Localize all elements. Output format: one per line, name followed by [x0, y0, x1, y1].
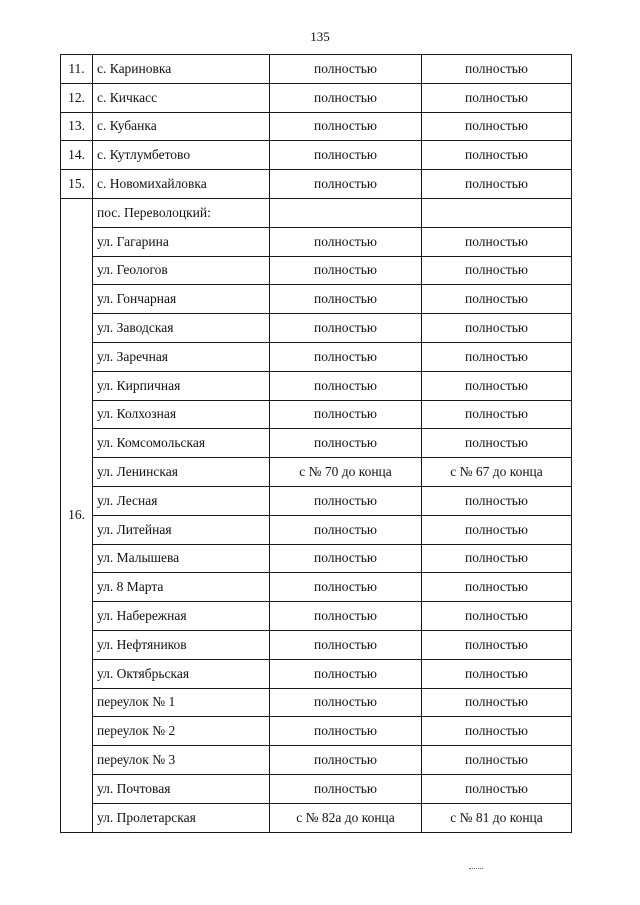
coverage-b: полностью: [422, 55, 572, 84]
coverage-b: полностью: [422, 285, 572, 314]
street-name: ул. Почтовая: [93, 774, 270, 803]
street-row: [61, 227, 572, 256]
street-name: ул. Нефтяников: [93, 630, 270, 659]
coverage-a: полностью: [270, 400, 422, 429]
coverage-b: полностью: [422, 717, 572, 746]
coverage-b: полностью: [422, 688, 572, 717]
coverage-a: полностью: [270, 774, 422, 803]
street-name: ул. Октябрьская: [93, 659, 270, 688]
coverage-a: полностью: [270, 314, 422, 343]
street-name: ул. Пролетарская: [93, 803, 270, 832]
street-row: [61, 688, 572, 717]
coverage-b: полностью: [422, 400, 572, 429]
coverage-b: с № 81 до конца: [422, 803, 572, 832]
street-row: [61, 285, 572, 314]
street-name: ул. Заводская: [93, 314, 270, 343]
table-row: [61, 141, 572, 170]
coverage-b: полностью: [422, 112, 572, 141]
street-name: переулок № 2: [93, 717, 270, 746]
table-row: [61, 55, 572, 84]
coverage-b: полностью: [422, 486, 572, 515]
coverage-a: полностью: [270, 515, 422, 544]
street-row: [61, 746, 572, 775]
coverage-a: полностью: [270, 429, 422, 458]
street-row: [61, 774, 572, 803]
street-name: ул. Кирпичная: [93, 371, 270, 400]
street-name: ул. Набережная: [93, 602, 270, 631]
table-row: [61, 170, 572, 199]
coverage-a: полностью: [270, 112, 422, 141]
street-row: [61, 602, 572, 631]
coverage-a: полностью: [270, 717, 422, 746]
street-name: ул. Колхозная: [93, 400, 270, 429]
coverage-a: полностью: [270, 285, 422, 314]
coverage-a: полностью: [270, 371, 422, 400]
street-row: [61, 544, 572, 573]
street-name: переулок № 3: [93, 746, 270, 775]
row-number: 13.: [61, 112, 93, 141]
coverage-b: полностью: [422, 371, 572, 400]
coverage-b: полностью: [422, 573, 572, 602]
street-row: [61, 486, 572, 515]
street-row: [61, 256, 572, 285]
scan-artifact-mark: [469, 868, 483, 870]
coverage-b: [422, 198, 572, 227]
street-name: ул. Гончарная: [93, 285, 270, 314]
settlement-name: пос. Переволоцкий:: [93, 198, 270, 227]
coverage-b: полностью: [422, 774, 572, 803]
coverage-b: полностью: [422, 429, 572, 458]
street-name: переулок № 1: [93, 688, 270, 717]
street-row: [61, 314, 572, 343]
coverage-a: с № 70 до конца: [270, 458, 422, 487]
settlements-table: [60, 54, 572, 833]
street-row: [61, 803, 572, 832]
coverage-b: полностью: [422, 342, 572, 371]
coverage-a: полностью: [270, 602, 422, 631]
settlement-name: с. Кутлумбетово: [93, 141, 270, 170]
coverage-a: полностью: [270, 630, 422, 659]
street-row: [61, 400, 572, 429]
coverage-a: полностью: [270, 659, 422, 688]
coverage-a: полностью: [270, 141, 422, 170]
street-row: [61, 573, 572, 602]
coverage-b: полностью: [422, 659, 572, 688]
street-row: [61, 342, 572, 371]
settlement-name: с. Кубанка: [93, 112, 270, 141]
coverage-a: полностью: [270, 486, 422, 515]
coverage-a: полностью: [270, 55, 422, 84]
coverage-a: полностью: [270, 688, 422, 717]
street-name: ул. Комсомольская: [93, 429, 270, 458]
row-number: 14.: [61, 141, 93, 170]
coverage-b: полностью: [422, 515, 572, 544]
coverage-a: [270, 198, 422, 227]
row-number: 16.: [61, 198, 93, 832]
coverage-b: полностью: [422, 746, 572, 775]
coverage-b: полностью: [422, 544, 572, 573]
street-row: [61, 717, 572, 746]
settlement-name: с. Новомихайловка: [93, 170, 270, 199]
street-row: [61, 371, 572, 400]
street-row: [61, 630, 572, 659]
street-row: [61, 515, 572, 544]
coverage-a: полностью: [270, 227, 422, 256]
coverage-a: полностью: [270, 170, 422, 199]
coverage-b: полностью: [422, 602, 572, 631]
coverage-a: полностью: [270, 573, 422, 602]
coverage-a: полностью: [270, 544, 422, 573]
street-name: ул. 8 Марта: [93, 573, 270, 602]
street-name: ул. Литейная: [93, 515, 270, 544]
coverage-b: полностью: [422, 256, 572, 285]
coverage-a: полностью: [270, 746, 422, 775]
street-name: ул. Малышева: [93, 544, 270, 573]
coverage-b: полностью: [422, 170, 572, 199]
street-name: ул. Лесная: [93, 486, 270, 515]
coverage-a: полностью: [270, 342, 422, 371]
settlement-name: с. Кариновка: [93, 55, 270, 84]
table-row: [61, 83, 572, 112]
page-number: 135: [310, 29, 330, 44]
street-name: ул. Ленинская: [93, 458, 270, 487]
coverage-b: полностью: [422, 227, 572, 256]
table-row: [61, 112, 572, 141]
street-row: [61, 458, 572, 487]
row-number: 11.: [61, 55, 93, 84]
street-row: [61, 429, 572, 458]
coverage-b: полностью: [422, 83, 572, 112]
coverage-a: полностью: [270, 83, 422, 112]
coverage-a: с № 82а до конца: [270, 803, 422, 832]
street-row: [61, 659, 572, 688]
coverage-b: полностью: [422, 314, 572, 343]
coverage-a: полностью: [270, 256, 422, 285]
settlement-name: с. Кичкасс: [93, 83, 270, 112]
street-name: ул. Заречная: [93, 342, 270, 371]
coverage-b: полностью: [422, 630, 572, 659]
row-number: 15.: [61, 170, 93, 199]
row-number: 12.: [61, 83, 93, 112]
coverage-b: с № 67 до конца: [422, 458, 572, 487]
coverage-b: полностью: [422, 141, 572, 170]
street-name: ул. Гагарина: [93, 227, 270, 256]
table-row: [61, 198, 572, 227]
street-name: ул. Геологов: [93, 256, 270, 285]
